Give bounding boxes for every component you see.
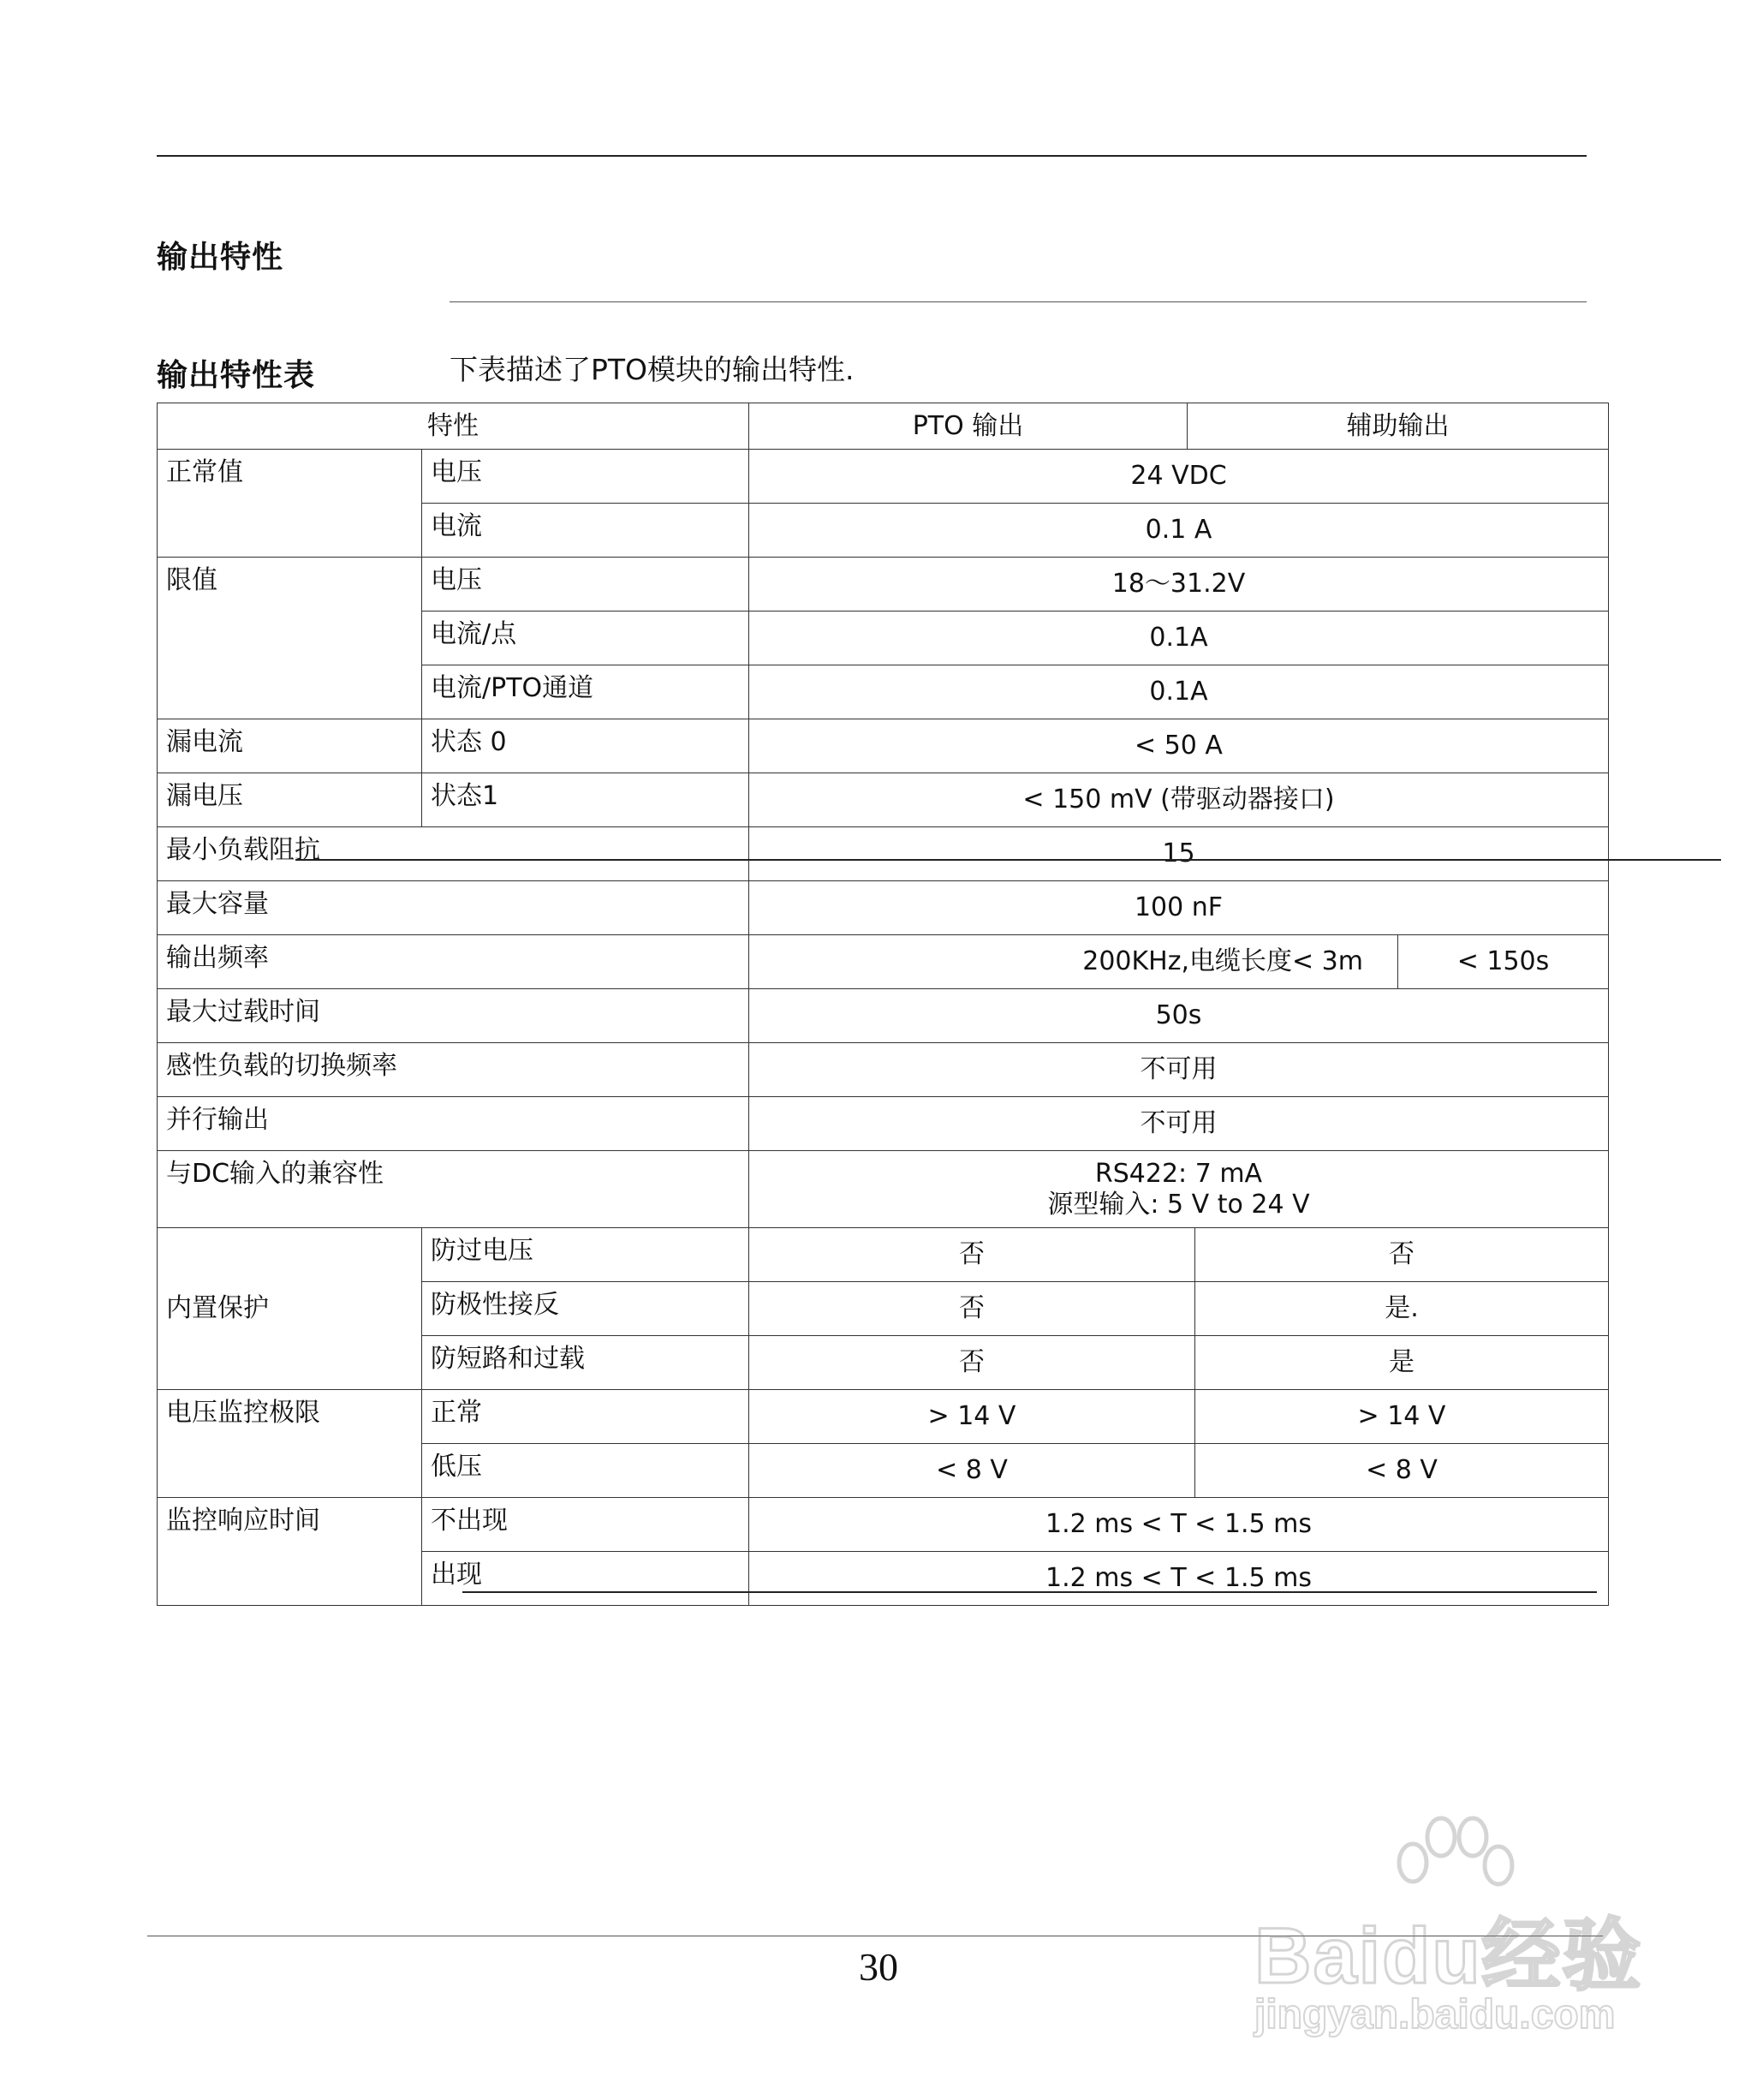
table-row (158, 773, 1609, 827)
header-feature: 特性 (158, 403, 749, 450)
row-value: 100 nF (749, 881, 1609, 935)
aux-value: > 14 V (1195, 1390, 1609, 1444)
row-label: 电压监控极限 (158, 1390, 422, 1498)
row-value: 50s (749, 989, 1609, 1043)
row-value: 1.2 ms < T < 1.5 ms (749, 1498, 1609, 1552)
row-label: 输出频率 (158, 935, 749, 989)
row-label: 最小负载阻抗 (158, 827, 749, 881)
row-value: 0.1A (749, 665, 1609, 719)
aux-value: < 8 V (1195, 1444, 1609, 1498)
row-sublabel: 电压 (422, 450, 749, 504)
row-sublabel: 状态 0 (422, 719, 749, 773)
row-value: 1.2 ms < T < 1.5 ms (749, 1552, 1609, 1606)
table-row (158, 935, 1609, 989)
row-value: < 50 A (749, 719, 1609, 773)
table-row (158, 1390, 1609, 1444)
row-sublabel: 正常 (422, 1390, 749, 1444)
row-sublabel: 电流 (422, 504, 749, 558)
row-label: 最大容量 (158, 881, 749, 935)
aux-value: 否 (1195, 1228, 1609, 1282)
row-sublabel: 不出现 (422, 1498, 749, 1552)
intro-text: 下表描述了PTO模块的输出特性. (450, 353, 855, 386)
row-sublabel: 出现 (422, 1552, 749, 1606)
header-pto: PTO 输出 (749, 403, 1188, 450)
row-value: 200KHz,电缆长度< 3m (749, 935, 1398, 989)
pto-value: < 8 V (749, 1444, 1195, 1498)
baidu-watermark (1254, 1816, 1665, 2038)
table-row (158, 1151, 1609, 1228)
table-row (158, 558, 1609, 612)
row-value-2: < 150s (1398, 935, 1609, 989)
row-label: 与DC输入的兼容性 (158, 1151, 749, 1228)
table-row (158, 989, 1609, 1043)
row-value: 不可用 (749, 1097, 1609, 1151)
row-value: 15 (749, 827, 1609, 881)
table-row (158, 881, 1609, 935)
row-label: 最大过载时间 (158, 989, 749, 1043)
row-label: 监控响应时间 (158, 1498, 422, 1606)
row-label: 漏电流 (158, 719, 422, 773)
row-label: 正常值 (158, 450, 422, 558)
row-sublabel: 状态1 (422, 773, 749, 827)
output-characteristics-table (157, 403, 1609, 1606)
pto-value: 否 (749, 1228, 1195, 1282)
table-header-row (158, 403, 1609, 450)
row-sublabel: 电压 (422, 558, 749, 612)
watermark-url: jingyan.baidu.com (1254, 1992, 1616, 2037)
row-value: 不可用 (749, 1043, 1609, 1097)
dc-compat-line-1: RS422: 7 mA (1094, 1158, 1263, 1189)
table-bottom-rule (462, 1591, 1597, 1593)
pto-value: > 14 V (749, 1390, 1195, 1444)
table-row (158, 1228, 1609, 1282)
row-value: < 150 mV (带驱动器接口) (749, 773, 1609, 827)
row-sublabel: 低压 (422, 1444, 749, 1498)
pto-value: 否 (749, 1336, 1195, 1390)
row-sublabel: 防过电压 (422, 1228, 749, 1282)
row-value (749, 1151, 1609, 1228)
row-label: 漏电压 (158, 773, 422, 827)
table-row (158, 450, 1609, 504)
row-label: 限值 (158, 558, 422, 719)
section-title: 输出特性 (157, 240, 284, 275)
row-value: 24 VDC (749, 450, 1609, 504)
top-rule (157, 155, 1587, 157)
table-row (158, 1043, 1609, 1097)
aux-value: 是 (1195, 1336, 1609, 1390)
aux-value: 是. (1195, 1282, 1609, 1336)
dc-compat-line-2: 源型输入: 5 V to 24 V (1047, 1189, 1310, 1220)
row-label: 并行输出 (158, 1097, 749, 1151)
row-sublabel: 电流/PTO通道 (422, 665, 749, 719)
section-rule (450, 301, 1587, 302)
table-row (158, 719, 1609, 773)
row-sublabel: 防短路和过载 (422, 1336, 749, 1390)
table-title: 输出特性表 (157, 358, 316, 393)
row-label: 感性负载的切换频率 (158, 1043, 749, 1097)
watermark-logo: Baidu经验 (1254, 1912, 1643, 2000)
table-row (158, 1097, 1609, 1151)
row-value: 0.1A (749, 612, 1609, 665)
row-sublabel: 电流/点 (422, 612, 749, 665)
table-row (158, 1498, 1609, 1552)
page-number: 30 (859, 1945, 898, 1989)
table-row (158, 827, 1609, 881)
row-value: 18～31.2V (749, 558, 1609, 612)
row-value: 0.1 A (749, 504, 1609, 558)
row-sublabel: 防极性接反 (422, 1282, 749, 1336)
row-label: 内置保护 (158, 1228, 422, 1390)
pto-value: 否 (749, 1282, 1195, 1336)
strike-line (295, 859, 1721, 861)
header-aux: 辅助输出 (1188, 403, 1609, 450)
